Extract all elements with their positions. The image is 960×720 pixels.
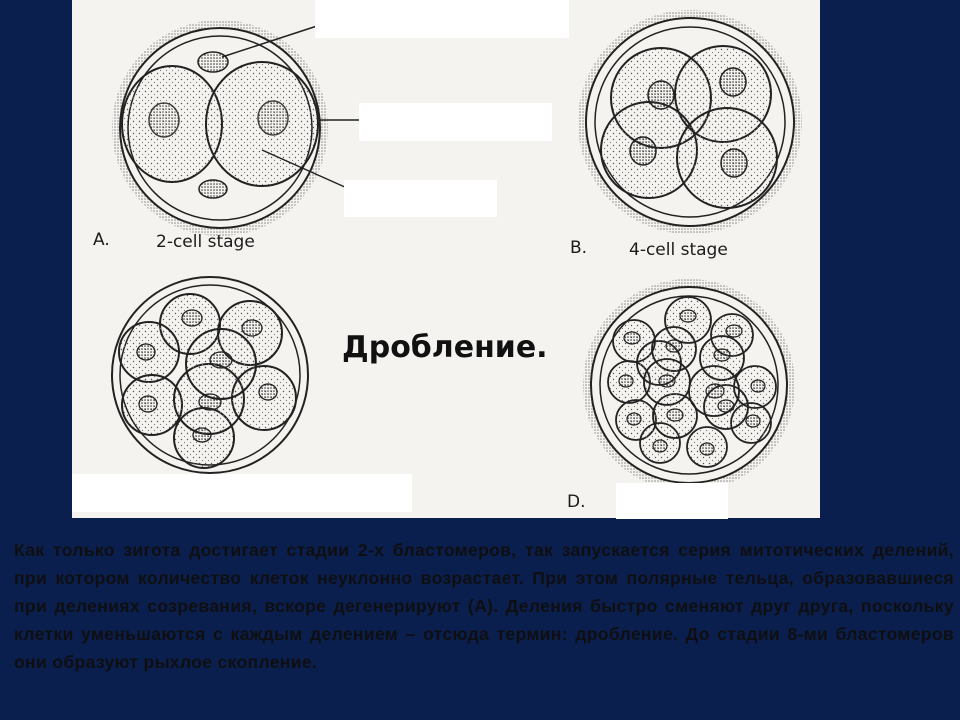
cleavage-figure: [72, 0, 820, 518]
blank-label-stage-c: [72, 474, 412, 512]
label-a: A.: [93, 230, 110, 250]
caption-b: 4-cell stage: [629, 240, 728, 260]
stage-a-2-cell: [112, 20, 362, 236]
caption-a: 2-cell stage: [156, 232, 255, 252]
label-d: D.: [567, 492, 586, 512]
stage-c-8-cell: [112, 277, 308, 473]
stage-d-16-cell: [583, 279, 795, 491]
blank-label-polar-body: [315, 0, 569, 38]
blank-label-zona: [359, 103, 552, 141]
label-b: B.: [570, 238, 588, 258]
body-paragraph: Как только зигота достигает стадии 2-х бластомеров, так запускается серия митотических делений, при котором количество клеток неуклонно возрастает. При этом полярные тельца, образовавшиеся при делениях созревания, вскоре дегенерируют (А). Деления быстро сменяют друг друга, поскольку клетки уменьшаются с каждым делением – отсюда термин: дробление. До стадии 8-ми бластомеров они образуют рыхлое скопление.: [14, 540, 954, 672]
center-title: Дробление.: [342, 330, 548, 365]
stage-b-4-cell: [578, 10, 802, 234]
blank-label-blastomere: [344, 180, 497, 217]
blank-label-stage-d: [616, 483, 728, 519]
